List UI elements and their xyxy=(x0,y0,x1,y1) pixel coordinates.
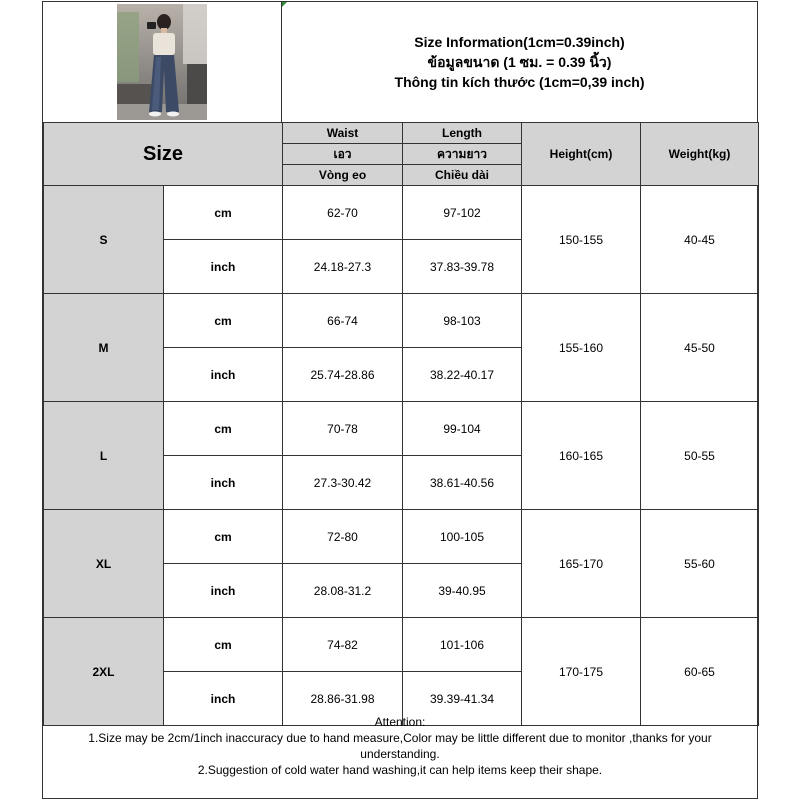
waist-value: 72-80 xyxy=(283,510,403,564)
waist-header-en: Waist xyxy=(283,123,403,144)
length-value: 37.83-39.78 xyxy=(403,240,522,294)
length-header-th: ความยาว xyxy=(403,144,522,165)
unit-label: inch xyxy=(164,564,283,618)
size-label: S xyxy=(44,186,164,294)
size-column-header: Size xyxy=(44,123,283,186)
table-row xyxy=(44,186,759,240)
waist-value: 24.18-27.3 xyxy=(283,240,403,294)
length-header-en: Length xyxy=(403,123,522,144)
title-english: Size Information(1cm=0.39inch) xyxy=(414,34,625,50)
unit-label: cm xyxy=(164,510,283,564)
size-chart xyxy=(42,1,758,799)
height-value: 170-175 xyxy=(522,618,641,726)
size-label: L xyxy=(44,402,164,510)
size-label: M xyxy=(44,294,164,402)
unit-label: inch xyxy=(164,348,283,402)
notes-line-1: 1.Size may be 2cm/1inch inaccuracy due to hand measure,Color may be little different due to monitor ,thanks for your understanding. xyxy=(88,731,712,761)
weight-value: 55-60 xyxy=(641,510,759,618)
length-value: 101-106 xyxy=(403,618,522,672)
notes-heading: Attention: xyxy=(374,715,426,729)
length-value: 99-104 xyxy=(403,402,522,456)
product-photo xyxy=(117,4,207,120)
height-value: 160-165 xyxy=(522,402,641,510)
unit-label: inch xyxy=(164,240,283,294)
table-row xyxy=(44,618,759,672)
waist-value: 27.3-30.42 xyxy=(283,456,403,510)
length-value: 38.61-40.56 xyxy=(403,456,522,510)
height-value: 155-160 xyxy=(522,294,641,402)
waist-value: 25.74-28.86 xyxy=(283,348,403,402)
waist-value: 70-78 xyxy=(283,402,403,456)
height-value: 165-170 xyxy=(522,510,641,618)
size-label: 2XL xyxy=(44,618,164,726)
length-value: 39-40.95 xyxy=(403,564,522,618)
table-row xyxy=(44,510,759,564)
size-label: XL xyxy=(44,510,164,618)
waist-value: 28.86-31.98 xyxy=(283,672,403,726)
weight-value: 40-45 xyxy=(641,186,759,294)
unit-label: cm xyxy=(164,402,283,456)
chart-header xyxy=(43,2,757,122)
attention-notes xyxy=(43,714,757,798)
height-value: 150-155 xyxy=(522,186,641,294)
title-thai: ข้อมูลขนาด (1 ซม. = 0.39 นิ้ว) xyxy=(427,54,612,70)
weight-value: 45-50 xyxy=(641,294,759,402)
unit-label: cm xyxy=(164,294,283,348)
waist-value: 74-82 xyxy=(283,618,403,672)
waist-value: 62-70 xyxy=(283,186,403,240)
waist-header-vi: Vòng eo xyxy=(283,165,403,186)
length-value: 39.39-41.34 xyxy=(403,672,522,726)
size-table xyxy=(43,122,759,726)
unit-label: inch xyxy=(164,456,283,510)
weight-value: 50-55 xyxy=(641,402,759,510)
notes-line-2: 2.Suggestion of cold water hand washing,it can help items keep their shape. xyxy=(197,763,603,777)
weight-value: 60-65 xyxy=(641,618,759,726)
length-value: 97-102 xyxy=(403,186,522,240)
waist-header-th: เอว xyxy=(283,144,403,165)
unit-label: cm xyxy=(164,618,283,672)
product-photo-cell xyxy=(43,2,282,122)
waist-value: 28.08-31.2 xyxy=(283,564,403,618)
table-row xyxy=(44,402,759,456)
unit-label: inch xyxy=(164,672,283,726)
unit-label: cm xyxy=(164,186,283,240)
length-header-vi: Chiều dài xyxy=(403,165,522,186)
title-block xyxy=(282,2,757,122)
table-row xyxy=(44,294,759,348)
weight-column-header: Weight(kg) xyxy=(641,123,759,186)
length-value: 38.22-40.17 xyxy=(403,348,522,402)
title-vietnamese: Thông tin kích thước (1cm=0,39 inch) xyxy=(394,74,645,90)
waist-value: 66-74 xyxy=(283,294,403,348)
height-column-header: Height(cm) xyxy=(522,123,641,186)
length-value: 98-103 xyxy=(403,294,522,348)
length-value: 100-105 xyxy=(403,510,522,564)
